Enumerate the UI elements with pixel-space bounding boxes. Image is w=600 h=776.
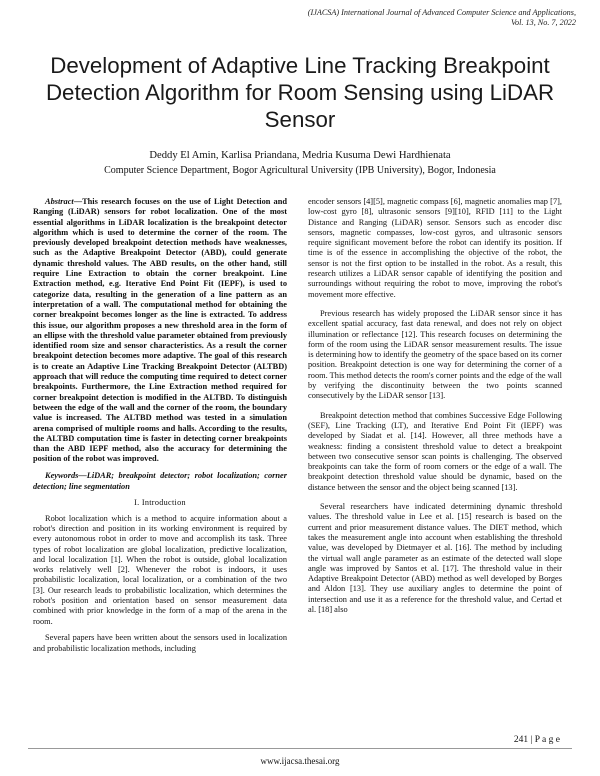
- intro-paragraph-1: Robot localization which is a method to acquire information about a robot's direction and position in its working environment is required by every autonomous robot in order to move and accomplish its task. Three types of robot localization are global localization, predictive localization, and local localization [1]. When the robot is outside, global localization works relatively well [2]. Whenever the robot is indoors, it uses probabilistic localization, local localization, or a combination of the two [3]. Our research leads to probabilistic localization, which determines the robot's position and orientation based on sensor measurement data combined with prior knowledge in the form of a map of the arena in the room.: [33, 513, 287, 626]
- footer-divider: [28, 748, 572, 749]
- abstract: [33, 197, 287, 465]
- author-list: Deddy El Amin, Karlisa Priandana, Medria Kusuma Dewi Hardhienata: [149, 150, 451, 161]
- journal-name: (IJACSA) International Journal of Advanced Computer Science and Applications,: [307, 8, 576, 17]
- paper-title: [30, 52, 570, 133]
- right-column: [308, 197, 562, 624]
- body-paragraph-3: Breakpoint detection method that combines Successive Edge Following (SEF), Line Tracking (LT), and Iterative End Point Fit (IEPF) was developed by Siadat et al. [14]. However, all three methods have a weakness: finding a consistent threshold value to detect a breakpoint between two consecutive sensor scan points is challenging. The observed breakpoints can take the form of room corners or the edge of a wall. The breakpoint detection threshold value should be dynamic, based on the distance between the sensor and the object being scanned [13].: [308, 410, 562, 492]
- title-line-1: Development of Adaptive Line Tracking Breakpoint: [50, 53, 550, 78]
- abstract-label: Abstract: [45, 197, 74, 206]
- journal-volume: Vol. 13, No. 7, 2022: [510, 18, 576, 27]
- page-number: 241 | P a g e: [513, 735, 560, 745]
- intro-paragraph-2: Several papers have been written about the sensors used in localization and probabilistic localization methods, including: [33, 633, 287, 653]
- affiliation: Computer Science Department, Bogor Agricultural University (IPB University), Bogor, Indonesia: [104, 165, 496, 176]
- body-paragraph-2: Previous research has widely proposed the LiDAR sensor since it has excellent spatial accuracy, fast data renewal, and does not rely on object illumination or reflectance [12]. This research focuses on determining the form of the room using the LiDAR sensor measurement results. The issue is determining how to identify the geometry of the space based on its corner position. Breakpoint detection is one way for determining the corner of a room. This method detects the room's corner points and the edge of the wall by verifying the discontinuity between the two points scanned consecutively by the LiDAR sensor [13].: [308, 308, 562, 401]
- journal-header: [156, 8, 576, 28]
- keywords: Keywords—LiDAR; breakpoint detector; robot localization; corner detection; line segmentation: [33, 471, 287, 491]
- left-column: [33, 197, 287, 660]
- body-paragraph-1: encoder sensors [4][5], magnetic compass [6], magnetic anomalies map [7], low-cost gyro [8], ultrasonic sensors [9][10], RFID [11] to the Light Distance and Ranging (LiDAR) sensor. Sensors such as encoder disc sensors, magnetic compasses, low-cost gyros, and ultrasonic sensors require significant movement before the robot can identify its position. If time is of the essence in accomplishing the objective of the robot, the sensor is not the first option to be installed in the robot. As a result, this research utilizes a LiDAR sensor capable of identifying the position and surroundings without requiring the robot to move, improving the robot's movement more effective.: [308, 197, 562, 299]
- journal-url: www.ijacsa.thesai.org: [260, 756, 340, 766]
- body-paragraph-4: Several researchers have indicated determining dynamic threshold values. The threshold value in Lee et al. [15] research is based on the current and prior measurement distance values. The DIET method, which takes the measurement angle into account when establishing the threshold value, was developed by Dietmayer et al. [16]. The method by including the virtual wall angle parameter as an estimate of the detected wall slope angle was improved by Santos et al. [17]. The threshold value in their Adaptive Breakpoint Detector (ABD) method as well developed by Borges and Aldon [13]. They use auxiliary angles to determine the point of intersection and use it as a reference for the threshold value, and Certad et al. [18] also: [308, 502, 562, 614]
- abstract-text: —This research focuses on the use of Light Detection and Ranging (LiDAR) sensors for robot localization. One of the most essential algorithms in LiDAR localization is the breakpoint detector algorithm which is used to determine the corner of the room. The previously developed breakpoint detection methods have weaknesses, such as the Adaptive Breakpoint Detector (ABD), could generate dynamic threshold values. The ABD results, on the other hand, still require Line Extraction to obtain the corner breakpoint. Line Extraction method, e.g. Iterative End Point Fit (IEPF), is used to categorize data, resulting in the generation of a line pattern as an interpretation of a wall. The computational method for obtaining the corner breakpoint becomes longer as the line is extracted. To address this issue, our algorithm proposes a new threshold area in the form of an ellipse with the threshold value parameter obtained from previously identified room size and sensor characteristics. As a result the corner breakpoint detection becomes more adaptive. The goal of this research is to create an Adaptive Line Tracking Breakpoint Detector (ALTBD) approach that will reduce the computing time required to detect corner breakpoints. Furthermore, the Line Extraction method required for corner breakpoint detection is modified in the ALTBD. To distinguish between the edge of the wall and the corner of the room, the boundary value is increased. The ALTBD method was tested in a simulation arena comprised of multiple rooms and halls. According to the results, the ALTBD computation time is faster in detecting corner breakpoints than the ABD IEPF method, also the accuracy for determining the position of the robot was improved.: [33, 197, 287, 464]
- section-heading-introduction: I. Introduction: [134, 498, 186, 508]
- title-line-3: Sensor: [264, 107, 336, 132]
- title-line-2: Detection Algorithm for Room Sensing using LiDAR: [45, 80, 555, 105]
